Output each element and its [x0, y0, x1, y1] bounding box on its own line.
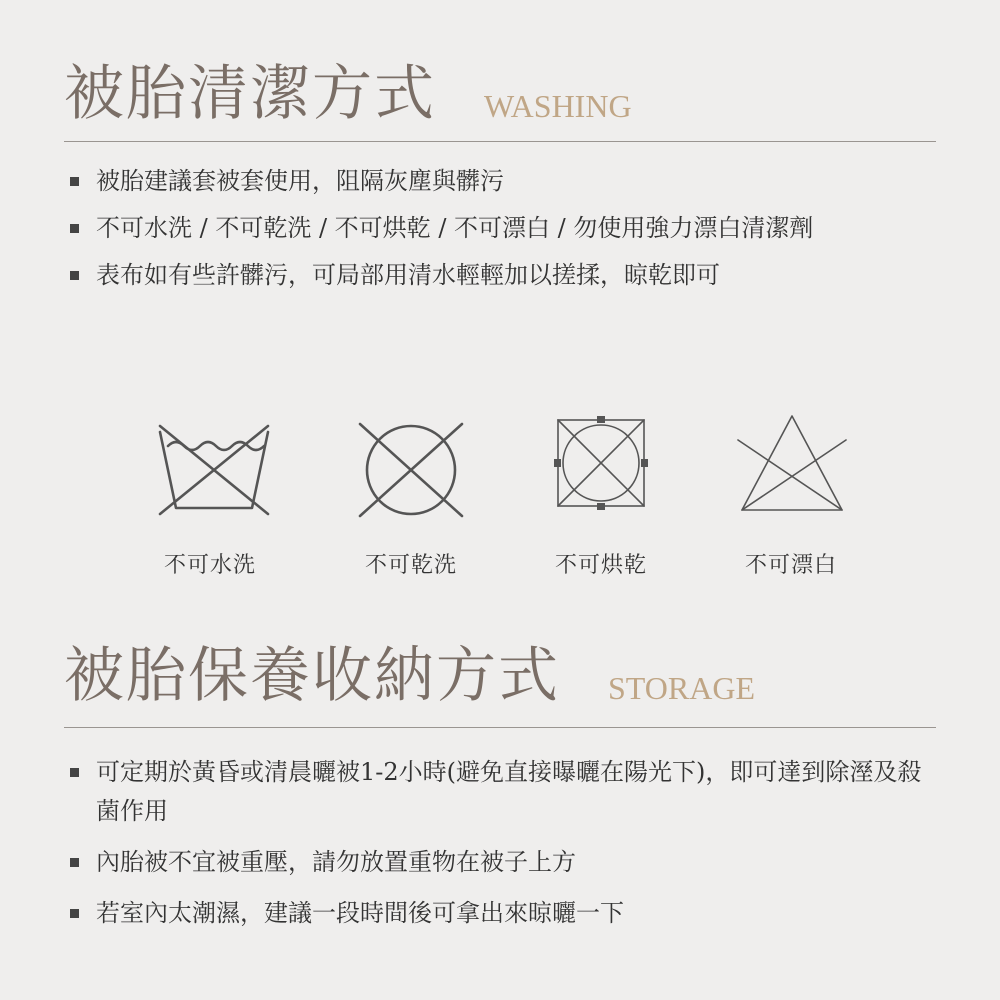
list-item-text: 不可水洗 / 不可乾洗 / 不可烘乾 / 不可漂白 / 勿使用強力漂白清潔劑 — [96, 214, 814, 242]
list-item-text: 若室內太潮濕，建議一段時間後可拿出來晾曬一下 — [96, 899, 624, 927]
list-item — [70, 753, 936, 831]
list-item-text: 內胎被不宜被重壓，請勿放置重物在被子上方 — [96, 848, 576, 876]
no-dry-clean-label: 不可乾洗 — [364, 553, 457, 578]
care-icons — [0, 410, 1000, 520]
no-wash-icon — [152, 410, 276, 520]
bullet-icon — [70, 768, 79, 777]
no-tumble-dry-icon — [552, 410, 650, 514]
storage-divider — [64, 727, 936, 728]
bullet-icon — [70, 858, 79, 867]
washing-subtitle: WASHING — [484, 88, 632, 124]
list-item — [70, 256, 936, 295]
storage-list — [70, 753, 936, 933]
bullet-icon — [70, 177, 79, 186]
no-bleach-icon — [734, 410, 850, 520]
list-item-text: 被胎建議套被套使用，阻隔灰塵與髒污 — [96, 167, 504, 195]
no-wash-label: 不可水洗 — [163, 553, 256, 578]
no-bleach-label: 不可漂白 — [744, 553, 837, 578]
list-item-text: 表布如有些許髒污，可局部用清水輕輕加以搓揉，晾乾即可 — [96, 261, 720, 289]
list-item-text: 可定期於黃昏或清晨曬被1-2小時(避免直接曝曬在陽光下)，即可達到除溼及殺菌作用 — [96, 758, 922, 825]
storage-title: 被胎保養收納方式 — [64, 641, 560, 711]
washing-header — [64, 59, 936, 129]
no-tumble-dry-label: 不可烘乾 — [554, 553, 647, 578]
bullet-icon — [70, 271, 79, 280]
list-item — [70, 209, 936, 248]
washing-title: 被胎清潔方式 — [64, 59, 436, 129]
washing-divider — [64, 141, 936, 142]
list-item — [70, 843, 936, 882]
bullet-icon — [70, 224, 79, 233]
list-item — [70, 162, 936, 201]
storage-header — [64, 641, 936, 711]
storage-subtitle: STORAGE — [608, 670, 755, 706]
list-item — [70, 894, 936, 933]
bullet-icon — [70, 909, 79, 918]
no-dry-clean-icon — [354, 410, 468, 520]
washing-list — [70, 162, 936, 295]
